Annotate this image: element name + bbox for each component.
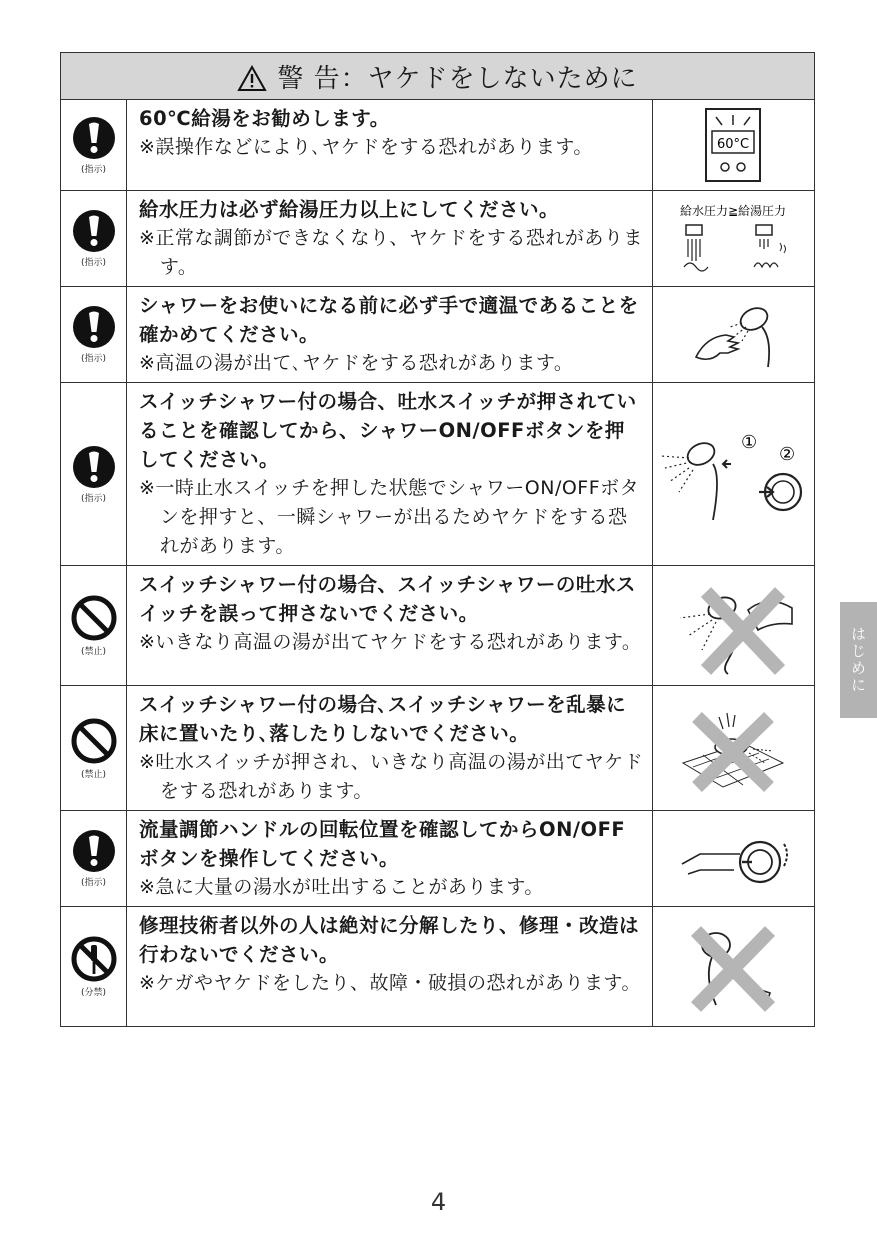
instruction-icon <box>72 829 116 873</box>
main-text: スイッチシャワー付の場合､スイッチシャワーを乱暴に床に置いたり､落したりしないでください。 <box>139 693 627 745</box>
main-text: 60℃給湯をお勧めします。 <box>139 107 390 130</box>
note-text: ※ケガやヤケドをしたり、故障・破損の恐れがあります。 <box>139 972 642 994</box>
water-heater-illustration <box>698 105 768 185</box>
icon-label: (指示) <box>80 258 107 268</box>
note-text: ※一時止水スイッチを押した状態でシャワーON/OFFボタンを押すと、一瞬シャワーが出るためヤケドをする恐れがあります。 <box>139 477 640 557</box>
icon-label: (指示) <box>80 354 107 364</box>
note-text: ※急に大量の湯水が吐出することがあります。 <box>139 876 544 898</box>
warning-header <box>61 53 815 100</box>
warning-row <box>61 686 815 811</box>
instruction-icon <box>72 445 116 489</box>
svg-text:60°C: 60°C <box>717 137 750 152</box>
warning-table <box>60 52 815 1027</box>
shower-press-prohibited-illustration <box>658 574 808 678</box>
step-number-2: ② <box>779 444 796 465</box>
warning-row <box>61 383 815 566</box>
note-text: ※いきなり高温の湯が出てヤケドをする恐れがあります。 <box>139 631 642 653</box>
hand-shower-illustration <box>678 297 788 373</box>
main-text: スイッチシャワー付の場合、スイッチシャワーの吐水スイッチを誤って押さないでください。 <box>139 573 636 625</box>
warning-row <box>61 191 815 287</box>
no-disassembly-icon <box>70 935 118 983</box>
note-text: ※誤操作などにより､ヤケドをする恐れがあります。 <box>139 136 593 158</box>
icon-label: (分禁) <box>80 988 107 998</box>
main-text: シャワーをお使いになる前に必ず手で適温であることを確かめてください。 <box>139 294 639 346</box>
repair-prohibited-illustration <box>678 917 788 1017</box>
instruction-icon <box>72 305 116 349</box>
section-tab: はじめに <box>840 602 877 718</box>
warning-row <box>61 907 815 1027</box>
instruction-icon <box>72 209 116 253</box>
main-text: 修理技術者以外の人は絶対に分解したり、修理・改造は行わないでください。 <box>139 914 640 966</box>
warning-row <box>61 287 815 383</box>
main-text: 給水圧力は必ず給湯圧力以上にしてください。 <box>139 198 560 221</box>
switch-shower-illustration <box>655 424 811 524</box>
pressure-compare-label: 給水圧力≧給湯圧力 <box>680 203 787 218</box>
pressure-compare-illustration <box>658 201 808 277</box>
warning-row <box>61 100 815 191</box>
warning-title: 警 告：ヤケドをしないために <box>277 63 638 94</box>
warning-row <box>61 566 815 686</box>
note-text: ※正常な調節ができなくなり、ヤケドをする恐れがあります。 <box>139 227 643 278</box>
icon-label: (指示) <box>80 878 107 888</box>
prohibit-icon <box>70 594 118 642</box>
icon-label: (指示) <box>80 164 107 175</box>
warning-triangle-icon <box>237 65 267 92</box>
page-number: 4 <box>430 1188 447 1216</box>
icon-label: (禁止) <box>80 647 107 657</box>
step-number-1: ① <box>741 432 758 453</box>
shower-floor-prohibited-illustration <box>673 703 793 793</box>
instruction-icon <box>72 116 116 160</box>
note-text: ※高温の湯が出て､ヤケドをする恐れがあります。 <box>139 352 574 374</box>
main-text: 流量調節ハンドルの回転位置を確認してからON/OFFボタンを操作してください。 <box>139 818 626 870</box>
warning-row <box>61 811 815 907</box>
main-text: スイッチシャワー付の場合、吐水スイッチが押されていることを確認してから、シャワーON/OFFボタンを押してください。 <box>139 390 637 471</box>
icon-label: (指示) <box>80 493 107 504</box>
handle-rotate-illustration <box>668 824 798 894</box>
prohibit-icon <box>70 717 118 765</box>
icon-label: (禁止) <box>80 769 107 780</box>
note-text: ※吐水スイッチが押され、いきなり高温の湯が出てヤケドをする恐れがあります。 <box>139 751 644 802</box>
